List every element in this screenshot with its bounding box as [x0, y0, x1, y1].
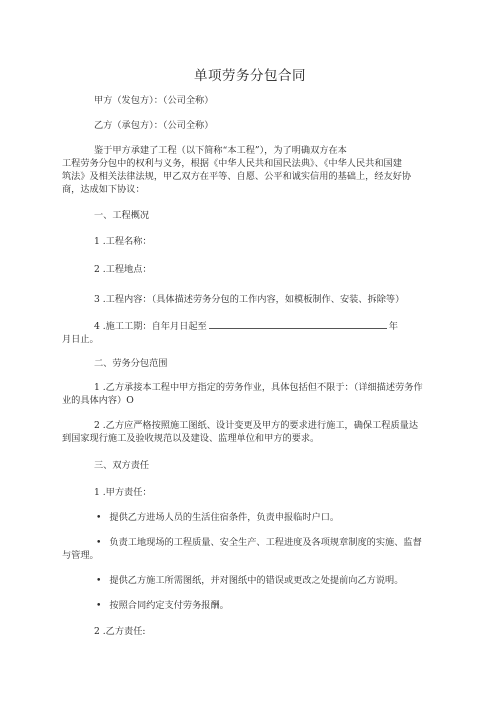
item-4-prefix: 4 .施工工期：自年月日起至	[94, 321, 207, 332]
section-1-item-4-line-2: 月日止。	[62, 334, 99, 345]
list-item	[96, 510, 472, 526]
party-a-line: 甲方（发包方）：（公司全称）	[94, 95, 214, 106]
bullet-text: 按照合同约定支付劳务报酬。	[109, 600, 229, 611]
list-item	[96, 573, 472, 589]
bullet-text: 负责工地现场的工程质量、安全生产、工程进度及各项规章制度的实施、监督	[109, 537, 422, 548]
party-b-line: 乙方（承包方）：（公司全称）	[94, 120, 214, 131]
bullet-icon: •	[96, 512, 102, 523]
section-1-heading: 一、工程概况	[94, 210, 150, 221]
section-1-item-3: 3 .工程内容：（具体描述劳务分包的工作内容，如模板制作、安装、拆除等）	[94, 294, 405, 305]
section-1-item-2: 2 .工程地点：	[94, 264, 152, 275]
preamble-line-3: 筑法》及相关法律法规，甲乙双方在平等、自愿、公平和诚实信用的基础上，经友好协	[62, 171, 412, 182]
bullet-text: 提供乙方施工所需图纸，并对图纸中的错误或更改之处提前向乙方说明。	[109, 575, 404, 586]
section-3-sub-1: 1 .甲方责任：	[94, 487, 152, 498]
section-2-item-2-line-1: 2 .乙方应严格按照施工图纸、设计变更及甲方的要求进行施工，确保工程质量达	[94, 420, 419, 431]
section-2-heading: 二、劳务分包范围	[94, 358, 168, 369]
bullet-icon: •	[96, 575, 102, 586]
bullet-icon: •	[96, 600, 102, 611]
preamble-line-2: 工程劳务分包中的权利与义务，根据《中华人民共和国民法典》、《中华人民共和国建	[62, 158, 402, 169]
section-1-item-1: 1 .工程名称：	[94, 236, 152, 247]
preamble-line-1: 鉴于甲方承建了工程（以下简称“本工程”），为了明确双方在本	[94, 145, 347, 156]
document-title: 单项劳务分包合同	[194, 68, 306, 84]
bullet-icon: •	[96, 537, 102, 548]
section-2-item-2-line-2: 到国家现行施工及验收规范以及建设、监理单位和甲方的要求。	[62, 433, 320, 444]
list-item	[96, 598, 472, 614]
section-2-item-1-line-1: 1 .乙方承接本工程中甲方指定的劳务作业，具体包括但不限于：（详细描述劳务作	[94, 382, 423, 393]
preamble-line-4: 商，达成如下协议：	[62, 184, 145, 195]
bullet-text: 提供乙方进场人员的生活住宿条件，负责申报临时户口。	[109, 512, 340, 523]
section-3-sub-2: 2 .乙方责任:	[94, 626, 146, 637]
section-3-heading: 三、双方责任	[94, 460, 150, 471]
section-2-item-1-line-2: 业的具体内容）O	[62, 395, 134, 406]
date-blank-line	[209, 319, 387, 329]
item-4-suffix: 年	[388, 321, 398, 332]
bullet-2-line-2: 与管理。	[62, 550, 99, 561]
